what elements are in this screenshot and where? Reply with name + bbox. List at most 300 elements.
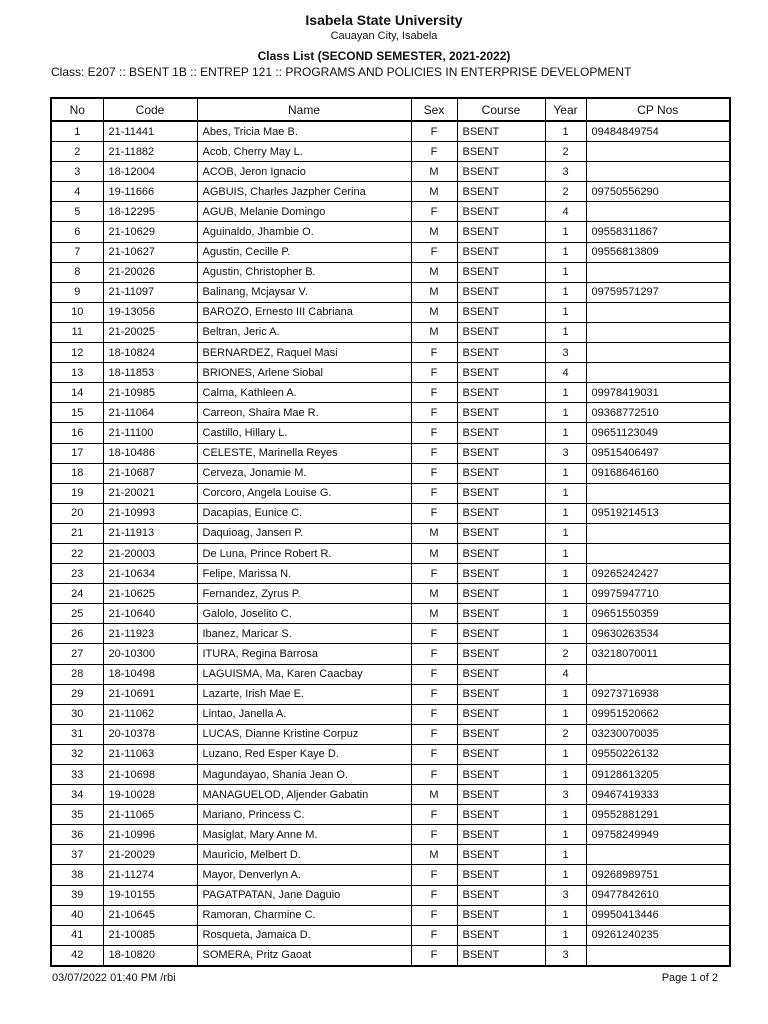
row-sex: M [411,785,457,805]
column-header-cp-nos: CP Nos [586,98,730,121]
row-year: 1 [545,322,586,342]
row-course: BSENT [457,744,545,764]
row-cp-no [586,202,730,222]
row-name: Balinang, Mcjaysar V. [197,282,411,302]
row-sex: F [411,644,457,664]
row-code: 21-11064 [103,403,197,423]
table-row [51,142,730,162]
row-cp-no: 09368772510 [586,403,730,423]
row-cp-no: 09515406497 [586,443,730,463]
row-cp-no: 09630263534 [586,624,730,644]
row-name: Mariano, Princess C. [197,805,411,825]
row-year: 4 [545,363,586,383]
row-course: BSENT [457,262,545,282]
row-year: 4 [545,202,586,222]
row-name: Mauricio, Melbert D. [197,845,411,865]
print-timestamp: 03/07/2022 01:40 PM /rbi [52,972,176,984]
row-code: 21-11274 [103,865,197,885]
row-year: 3 [545,885,586,905]
row-no: 42 [51,945,103,966]
table-row [51,684,730,704]
row-no: 39 [51,885,103,905]
row-cp-no: 09556813809 [586,242,730,262]
row-cp-no: 09750556290 [586,182,730,202]
row-code: 18-10486 [103,443,197,463]
row-name: Dacapias, Eunice C. [197,503,411,523]
row-year: 2 [545,142,586,162]
row-code: 21-10634 [103,564,197,584]
row-course: BSENT [457,523,545,543]
row-code: 21-10627 [103,242,197,262]
row-name: De Luna, Prince Robert R. [197,543,411,563]
row-year: 1 [545,222,586,242]
row-sex: F [411,805,457,825]
row-no: 40 [51,905,103,925]
row-code: 21-11923 [103,624,197,644]
row-name: Ibanez, Maricar S. [197,624,411,644]
row-course: BSENT [457,905,545,925]
row-year: 2 [545,724,586,744]
row-name: BAROZO, Ernesto III Cabriana [197,302,411,322]
table-row [51,724,730,744]
row-no: 24 [51,584,103,604]
row-year: 1 [545,684,586,704]
row-sex: M [411,604,457,624]
row-code: 21-20021 [103,483,197,503]
table-row [51,282,730,302]
row-year: 1 [545,121,586,142]
row-name: MANAGUELOD, Aljender Gabatin [197,785,411,805]
row-name: BRIONES, Arlene Siobal [197,363,411,383]
row-cp-no [586,302,730,322]
row-year: 1 [545,262,586,282]
row-year: 1 [545,483,586,503]
row-code: 20-10300 [103,644,197,664]
row-name: Ramoran, Charmine C. [197,905,411,925]
row-code: 21-11441 [103,121,197,142]
row-code: 21-11882 [103,142,197,162]
row-year: 3 [545,443,586,463]
row-year: 1 [545,403,586,423]
row-no: 6 [51,222,103,242]
table-row [51,383,730,403]
table-row [51,483,730,503]
row-course: BSENT [457,845,545,865]
row-course: BSENT [457,121,545,142]
row-code: 21-20025 [103,322,197,342]
row-course: BSENT [457,805,545,825]
row-course: BSENT [457,885,545,905]
row-code: 21-11097 [103,282,197,302]
row-year: 2 [545,644,586,664]
row-name: LAGUISMA, Ma, Karen Caacbay [197,664,411,684]
row-cp-no [586,845,730,865]
row-course: BSENT [457,282,545,302]
row-no: 4 [51,182,103,202]
row-cp-no: 03218070011 [586,644,730,664]
row-cp-no: 09759571297 [586,282,730,302]
row-no: 25 [51,604,103,624]
row-course: BSENT [457,543,545,563]
row-code: 21-10645 [103,905,197,925]
row-course: BSENT [457,383,545,403]
row-code: 21-11063 [103,744,197,764]
row-cp-no [586,262,730,282]
row-sex: F [411,704,457,724]
row-name: Galolo, Joselito C. [197,604,411,624]
table-row [51,463,730,483]
row-sex: F [411,242,457,262]
table-row [51,242,730,262]
row-name: Fernandez, Zyrus P. [197,584,411,604]
row-cp-no: 09552881291 [586,805,730,825]
row-sex: F [411,865,457,885]
table-row [51,322,730,342]
row-no: 31 [51,724,103,744]
row-name: PAGATPATAN, Jane Daguio [197,885,411,905]
row-code: 21-10993 [103,503,197,523]
row-sex: M [411,322,457,342]
row-cp-no [586,543,730,563]
column-header-sex: Sex [411,98,457,121]
row-course: BSENT [457,463,545,483]
row-course: BSENT [457,322,545,342]
row-name: Lintao, Janella A. [197,704,411,724]
table-row [51,584,730,604]
row-code: 21-10629 [103,222,197,242]
row-code: 21-10698 [103,765,197,785]
row-year: 3 [545,162,586,182]
row-no: 30 [51,704,103,724]
row-course: BSENT [457,162,545,182]
row-cp-no: 09758249949 [586,825,730,845]
row-cp-no: 09978419031 [586,383,730,403]
row-code: 19-13056 [103,302,197,322]
row-course: BSENT [457,765,545,785]
row-sex: F [411,825,457,845]
table-row [51,564,730,584]
row-course: BSENT [457,423,545,443]
row-code: 18-10824 [103,343,197,363]
row-sex: M [411,523,457,543]
row-year: 1 [545,865,586,885]
row-no: 26 [51,624,103,644]
row-code: 18-10498 [103,664,197,684]
row-name: ITURA, Regina Barrosa [197,644,411,664]
row-year: 1 [545,704,586,724]
row-no: 11 [51,322,103,342]
row-course: BSENT [457,664,545,684]
row-name: AGBUIS, Charles Jazpher Cerina [197,182,411,202]
table-row [51,825,730,845]
row-sex: F [411,684,457,704]
row-year: 1 [545,925,586,945]
row-course: BSENT [457,182,545,202]
row-course: BSENT [457,825,545,845]
row-course: BSENT [457,503,545,523]
row-no: 34 [51,785,103,805]
row-code: 21-20003 [103,543,197,563]
row-no: 8 [51,262,103,282]
row-year: 1 [545,282,586,302]
row-cp-no: 09268989751 [586,865,730,885]
row-year: 2 [545,182,586,202]
row-sex: F [411,423,457,443]
row-year: 4 [545,664,586,684]
table-row [51,222,730,242]
row-year: 1 [545,523,586,543]
row-cp-no: 09550226132 [586,744,730,764]
row-code: 21-10985 [103,383,197,403]
row-cp-no: 09477842610 [586,885,730,905]
row-year: 1 [545,584,586,604]
row-no: 37 [51,845,103,865]
row-no: 12 [51,343,103,363]
row-year: 3 [545,945,586,966]
row-code: 20-10378 [103,724,197,744]
row-no: 21 [51,523,103,543]
row-no: 13 [51,363,103,383]
table-row [51,925,730,945]
row-cp-no: 09273716938 [586,684,730,704]
row-course: BSENT [457,865,545,885]
row-no: 23 [51,564,103,584]
table-row [51,885,730,905]
university-name: Isabela State University [305,12,463,28]
row-sex: M [411,302,457,322]
row-code: 21-10996 [103,825,197,845]
row-course: BSENT [457,242,545,262]
row-cp-no [586,945,730,966]
table-row [51,543,730,563]
row-sex: M [411,162,457,182]
row-code: 18-12295 [103,202,197,222]
row-course: BSENT [457,724,545,744]
row-sex: F [411,202,457,222]
row-course: BSENT [457,684,545,704]
class-list-title: Class List (SECOND SEMESTER, 2021-2022) [257,49,511,63]
table-row [51,523,730,543]
row-code: 18-10820 [103,945,197,966]
row-year: 1 [545,765,586,785]
row-sex: M [411,182,457,202]
university-city: Cauayan City, Isabela [330,30,438,42]
row-sex: F [411,664,457,684]
table-row [51,262,730,282]
row-sex: F [411,363,457,383]
row-year: 1 [545,805,586,825]
row-year: 1 [545,564,586,584]
row-course: BSENT [457,343,545,363]
row-sex: F [411,343,457,363]
row-code: 18-12004 [103,162,197,182]
row-course: BSENT [457,363,545,383]
row-cp-no [586,142,730,162]
row-name: Agustin, Christopher B. [197,262,411,282]
row-sex: F [411,403,457,423]
class-info: Class: E207 :: BSENT 1B :: ENTREP 121 :: PROGRAMS AND POLICIES IN ENTERPRISE DEVELOPMENT [51,65,632,79]
row-name: Aguinaldo, Jhambie O. [197,222,411,242]
column-header-no: No [51,98,103,121]
row-course: BSENT [457,785,545,805]
row-no: 32 [51,744,103,764]
row-name: AGUB, Melanie Domingo [197,202,411,222]
row-year: 1 [545,503,586,523]
column-header-name: Name [197,98,411,121]
table-row [51,765,730,785]
table-row [51,363,730,383]
row-no: 3 [51,162,103,182]
row-course: BSENT [457,222,545,242]
row-year: 1 [545,543,586,563]
row-name: Mayor, Denverlyn A. [197,865,411,885]
row-cp-no [586,363,730,383]
row-year: 3 [545,343,586,363]
row-code: 19-11666 [103,182,197,202]
table-row [51,704,730,724]
row-code: 21-11913 [103,523,197,543]
table-row [51,202,730,222]
row-course: BSENT [457,483,545,503]
row-sex: F [411,624,457,644]
row-cp-no [586,322,730,342]
row-name: LUCAS, Dianne Kristine Corpuz [197,724,411,744]
row-year: 1 [545,604,586,624]
row-code: 21-11100 [103,423,197,443]
column-header-course: Course [457,98,545,121]
row-no: 17 [51,443,103,463]
row-course: BSENT [457,925,545,945]
row-sex: F [411,885,457,905]
row-cp-no: 09467419333 [586,785,730,805]
row-sex: M [411,282,457,302]
row-sex: F [411,383,457,403]
row-name: Agustin, Cecille P. [197,242,411,262]
row-no: 22 [51,543,103,563]
table-row [51,865,730,885]
class-list-table [50,97,731,967]
row-year: 1 [545,845,586,865]
row-code: 21-20029 [103,845,197,865]
row-cp-no: 09519214513 [586,503,730,523]
row-code: 19-10155 [103,885,197,905]
row-name: Castillo, Hillary L. [197,423,411,443]
row-name: Rosqueta, Jamaica D. [197,925,411,945]
row-sex: F [411,905,457,925]
row-name: BERNARDEZ, Raquel Masi [197,343,411,363]
table-row [51,785,730,805]
page-indicator: Page 1 of 2 [661,972,718,984]
row-cp-no [586,162,730,182]
table-row [51,403,730,423]
table-row [51,664,730,684]
row-name: Magundayao, Shania Jean O. [197,765,411,785]
row-cp-no: 09651550359 [586,604,730,624]
row-cp-no [586,523,730,543]
row-sex: F [411,945,457,966]
row-sex: F [411,503,457,523]
table-row [51,162,730,182]
row-sex: M [411,845,457,865]
row-no: 36 [51,825,103,845]
row-name: Felipe, Marissa N. [197,564,411,584]
row-name: CELESTE, Marinella Reyes [197,443,411,463]
row-no: 33 [51,765,103,785]
table-row [51,624,730,644]
row-code: 21-10640 [103,604,197,624]
row-name: Luzano, Red Esper Kaye D. [197,744,411,764]
row-year: 1 [545,905,586,925]
row-code: 21-10691 [103,684,197,704]
row-sex: F [411,121,457,142]
row-course: BSENT [457,302,545,322]
row-course: BSENT [457,142,545,162]
row-no: 18 [51,463,103,483]
row-name: ACOB, Jeron Ignacio [197,162,411,182]
row-code: 21-11062 [103,704,197,724]
row-no: 20 [51,503,103,523]
row-course: BSENT [457,564,545,584]
row-cp-no: 09558311867 [586,222,730,242]
row-course: BSENT [457,945,545,966]
row-cp-no [586,343,730,363]
row-sex: F [411,765,457,785]
column-header-code: Code [103,98,197,121]
table-row [51,604,730,624]
row-name: Abes, Tricia Mae B. [197,121,411,142]
row-course: BSENT [457,403,545,423]
row-no: 29 [51,684,103,704]
row-no: 28 [51,664,103,684]
column-header-year: Year [545,98,586,121]
row-code: 21-11065 [103,805,197,825]
table-row [51,503,730,523]
row-year: 1 [545,423,586,443]
table-row [51,343,730,363]
table-row [51,945,730,966]
row-name: Daquioag, Jansen P. [197,523,411,543]
row-year: 1 [545,624,586,644]
row-code: 21-10085 [103,925,197,945]
row-no: 27 [51,644,103,664]
row-sex: F [411,142,457,162]
row-no: 15 [51,403,103,423]
row-sex: F [411,483,457,503]
row-cp-no: 09651123049 [586,423,730,443]
row-course: BSENT [457,704,545,724]
row-name: Carreon, Shaira Mae R. [197,403,411,423]
row-code: 21-10687 [103,463,197,483]
table-row [51,443,730,463]
table-header-row [51,98,730,121]
row-year: 3 [545,785,586,805]
row-code: 21-10625 [103,584,197,604]
row-no: 38 [51,865,103,885]
row-sex: M [411,584,457,604]
row-year: 1 [545,825,586,845]
row-sex: M [411,262,457,282]
row-code: 21-20026 [103,262,197,282]
row-name: Acob, Cherry May L. [197,142,411,162]
row-year: 1 [545,383,586,403]
row-no: 5 [51,202,103,222]
row-no: 9 [51,282,103,302]
row-code: 18-11853 [103,363,197,383]
row-no: 41 [51,925,103,945]
row-sex: F [411,744,457,764]
row-sex: F [411,564,457,584]
row-cp-no: 09975947710 [586,584,730,604]
